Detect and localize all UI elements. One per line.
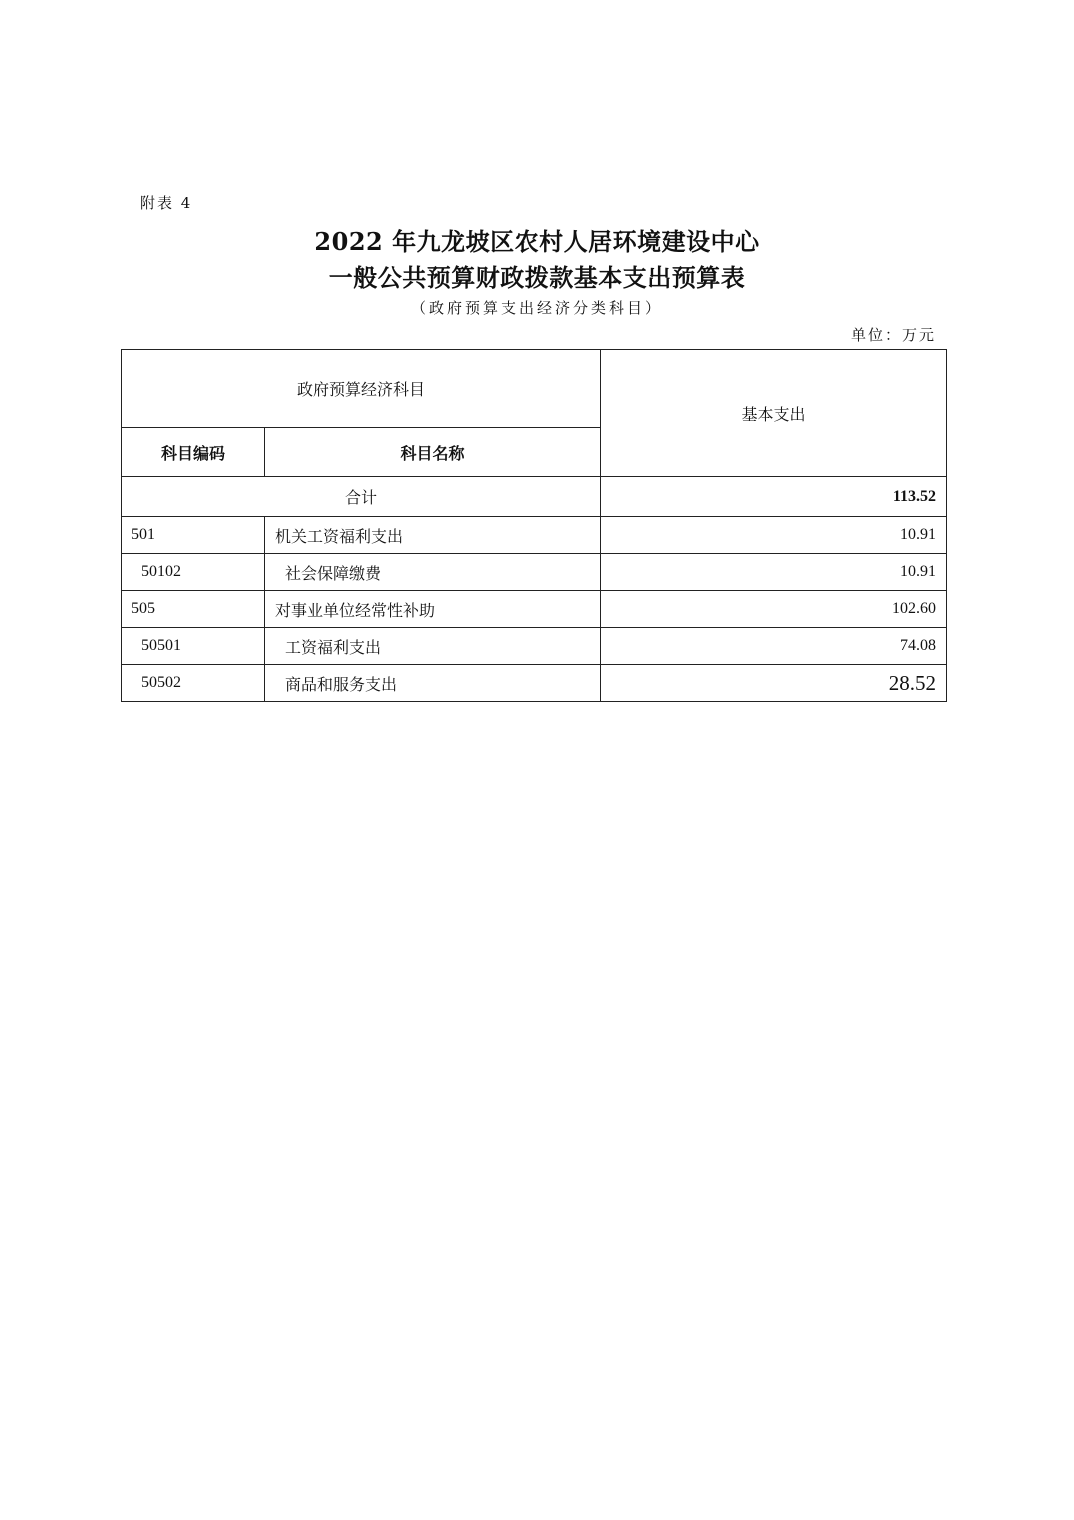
document-title-line-1: 2022 年九龙坡区农村人居环境建设中心 [314,227,760,256]
unit-label: 单位：万元 [850,326,936,344]
total-row [122,477,947,517]
table-header-row [122,350,947,428]
table-row [122,628,947,665]
row-code: 50102 [122,554,265,591]
total-value: 113.52 [601,477,947,517]
row-name: 商品和服务支出 [265,665,601,702]
table-row [122,665,947,702]
row-code: 50501 [122,628,265,665]
code-header: 科目编码 [122,428,265,477]
attachment-label: 附表 4 [140,194,193,212]
row-code: 50502 [122,665,265,702]
table-row [122,591,947,628]
name-header: 科目名称 [265,428,601,477]
table-row [122,517,947,554]
row-amount: 10.91 [601,517,947,554]
total-label: 合计 [122,477,601,517]
row-name: 对事业单位经常性补助 [265,591,601,628]
row-code: 501 [122,517,265,554]
row-amount: 102.60 [601,591,947,628]
row-code: 505 [122,591,265,628]
amount-header: 基本支出 [601,350,947,477]
row-name: 工资福利支出 [265,628,601,665]
row-amount: 10.91 [601,554,947,591]
row-amount: 74.08 [601,628,947,665]
document-subtitle: （政府预算支出经济分类科目） [410,299,663,317]
budget-table [121,349,947,702]
row-name: 机关工资福利支出 [265,517,601,554]
row-name: 社会保障缴费 [265,554,601,591]
document-title-line-2: 一般公共预算财政拨款基本支出预算表 [328,263,746,292]
group-header: 政府预算经济科目 [122,350,601,428]
row-amount: 28.52 [601,665,947,702]
table-row [122,554,947,591]
